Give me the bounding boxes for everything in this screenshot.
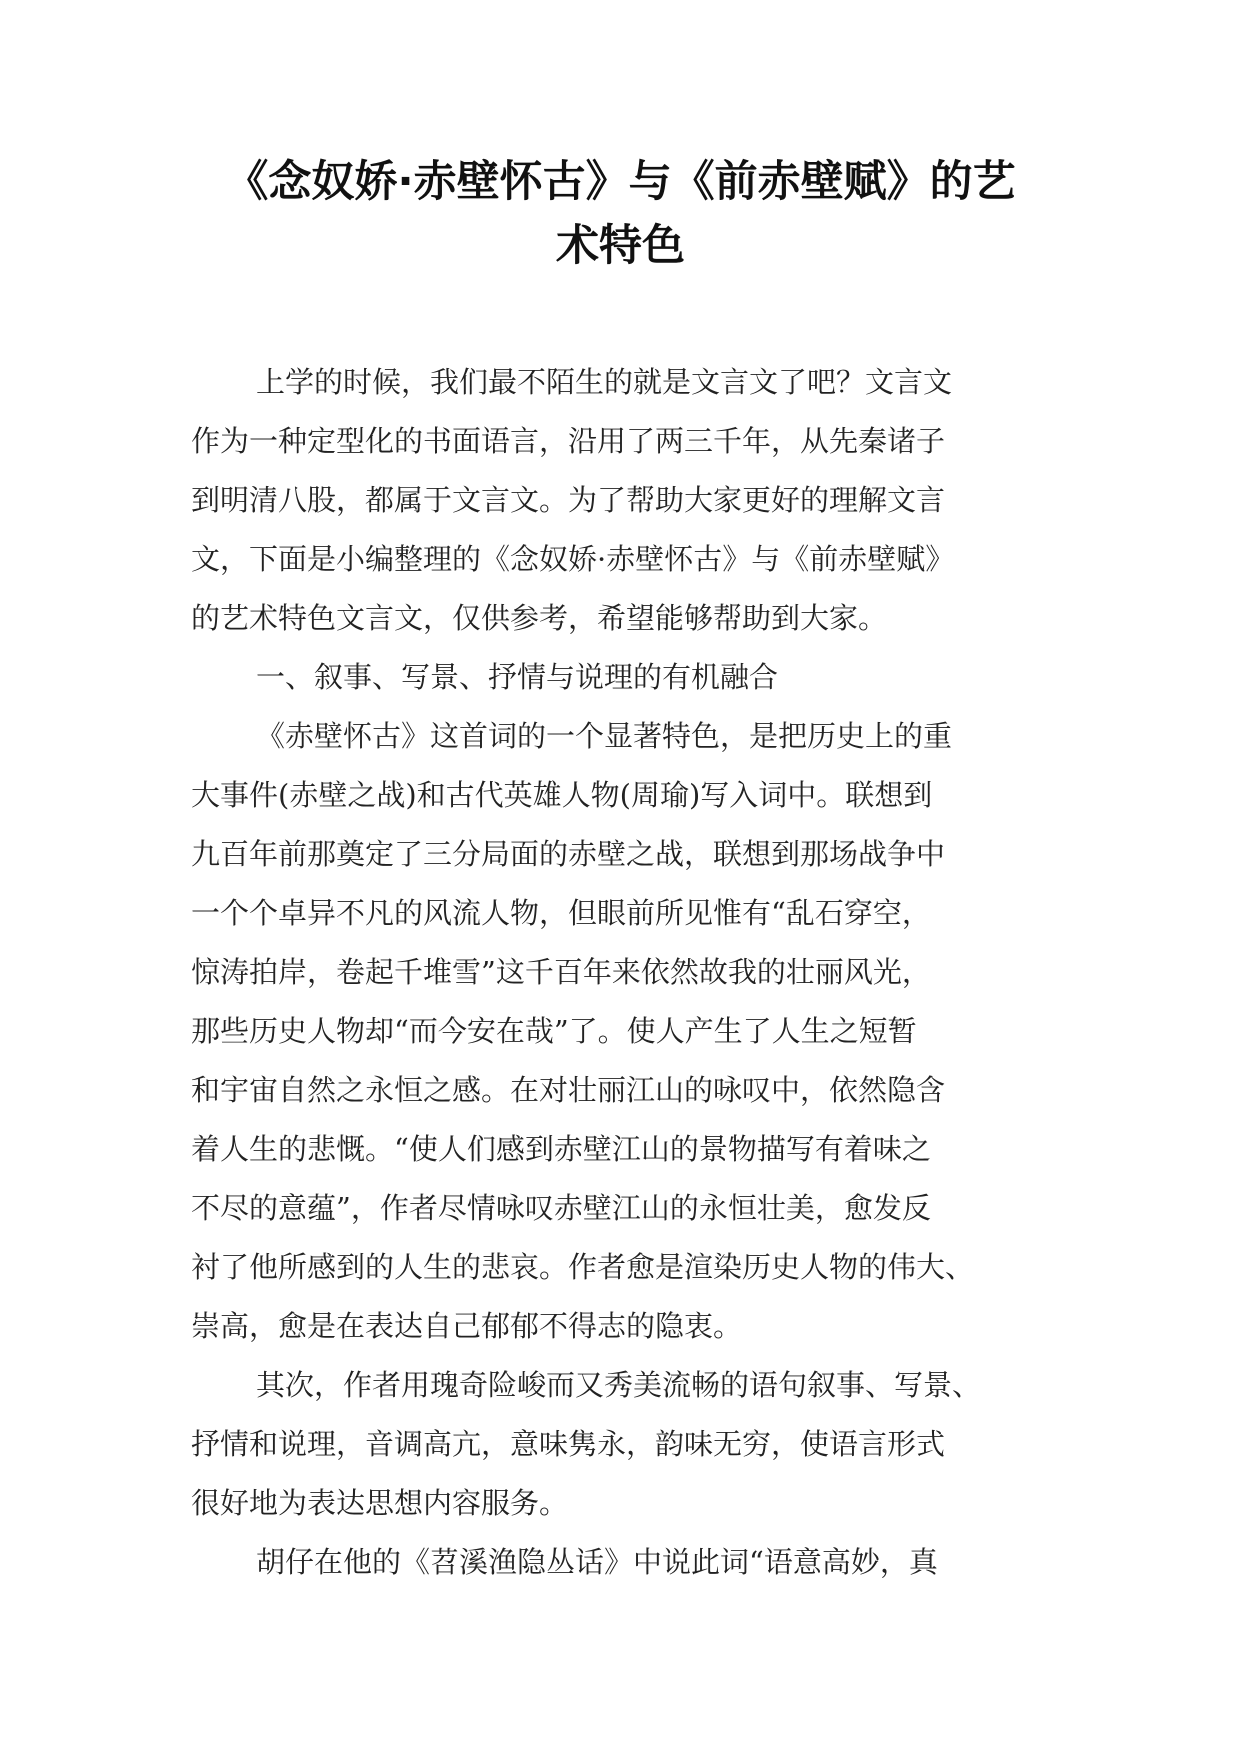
body-line: 惊涛拍岸，卷起千堆雪”这千百年来依然故我的壮丽风光， xyxy=(191,955,931,989)
body-line: 到明清八股，都属于文言文。为了帮助大家更好的理解文言 xyxy=(191,483,946,517)
body-line: 抒情和说理，音调高亢，意味隽永，韵味无穷，使语言形式 xyxy=(191,1427,946,1461)
body-line: 作为一种定型化的书面语言，沿用了两三千年，从先秦诸子 xyxy=(191,424,946,458)
document-title xyxy=(150,150,1091,278)
body-line: 的艺术特色文言文，仅供参考，希望能够帮助到大家。 xyxy=(191,601,888,635)
body-line: 和宇宙自然之永恒之感。在对壮丽江山的咏叹中，依然隐含 xyxy=(191,1073,946,1107)
body-line: 一个个卓异不凡的风流人物，但眼前所见惟有“乱石穿空， xyxy=(191,896,931,930)
body-line: 九百年前那奠定了三分局面的赤壁之战，联想到那场战争中 xyxy=(191,837,946,871)
body-line: 着人生的悲慨。“使人们感到赤壁江山的景物描写有着味之 xyxy=(191,1132,931,1166)
body-line: 很好地为表达思想内容服务。 xyxy=(191,1486,569,1520)
section-heading: 一、叙事、写景、抒情与说理的有机融合 xyxy=(256,660,779,694)
document-body xyxy=(191,353,1051,1592)
body-line: 胡仔在他的《苕溪渔隐丛话》中说此词“语意高妙，真 xyxy=(256,1545,938,1579)
body-line: 崇高，愈是在表达自己郁郁不得志的隐衷。 xyxy=(191,1309,743,1343)
body-line: 文，下面是小编整理的《念奴娇·赤壁怀古》与《前赤壁赋》 xyxy=(191,542,955,576)
body-line: 上学的时候，我们最不陌生的就是文言文了吧？文言文 xyxy=(256,365,953,399)
body-line: 大事件(赤壁之战)和古代英雄人物(周瑜)写入词中。联想到 xyxy=(191,778,933,812)
title-line-1: 《念奴娇·赤壁怀古》与《前赤壁赋》的艺 xyxy=(225,157,1016,207)
body-line: 那些历史人物却“而今安在哉”了。使人产生了人生之短暂 xyxy=(191,1014,917,1048)
body-line: 不尽的意蕴”，作者尽情咏叹赤壁江山的永恒壮美，愈发反 xyxy=(191,1191,931,1225)
body-line: 其次，作者用瑰奇险峻而又秀美流畅的语句叙事、写景、 xyxy=(256,1368,982,1402)
title-line-2: 术特色 xyxy=(556,221,685,271)
body-line: 《赤壁怀古》这首词的一个显著特色，是把历史上的重 xyxy=(256,719,953,753)
body-line: 衬了他所感到的人生的悲哀。作者愈是渲染历史人物的伟大、 xyxy=(191,1250,975,1284)
